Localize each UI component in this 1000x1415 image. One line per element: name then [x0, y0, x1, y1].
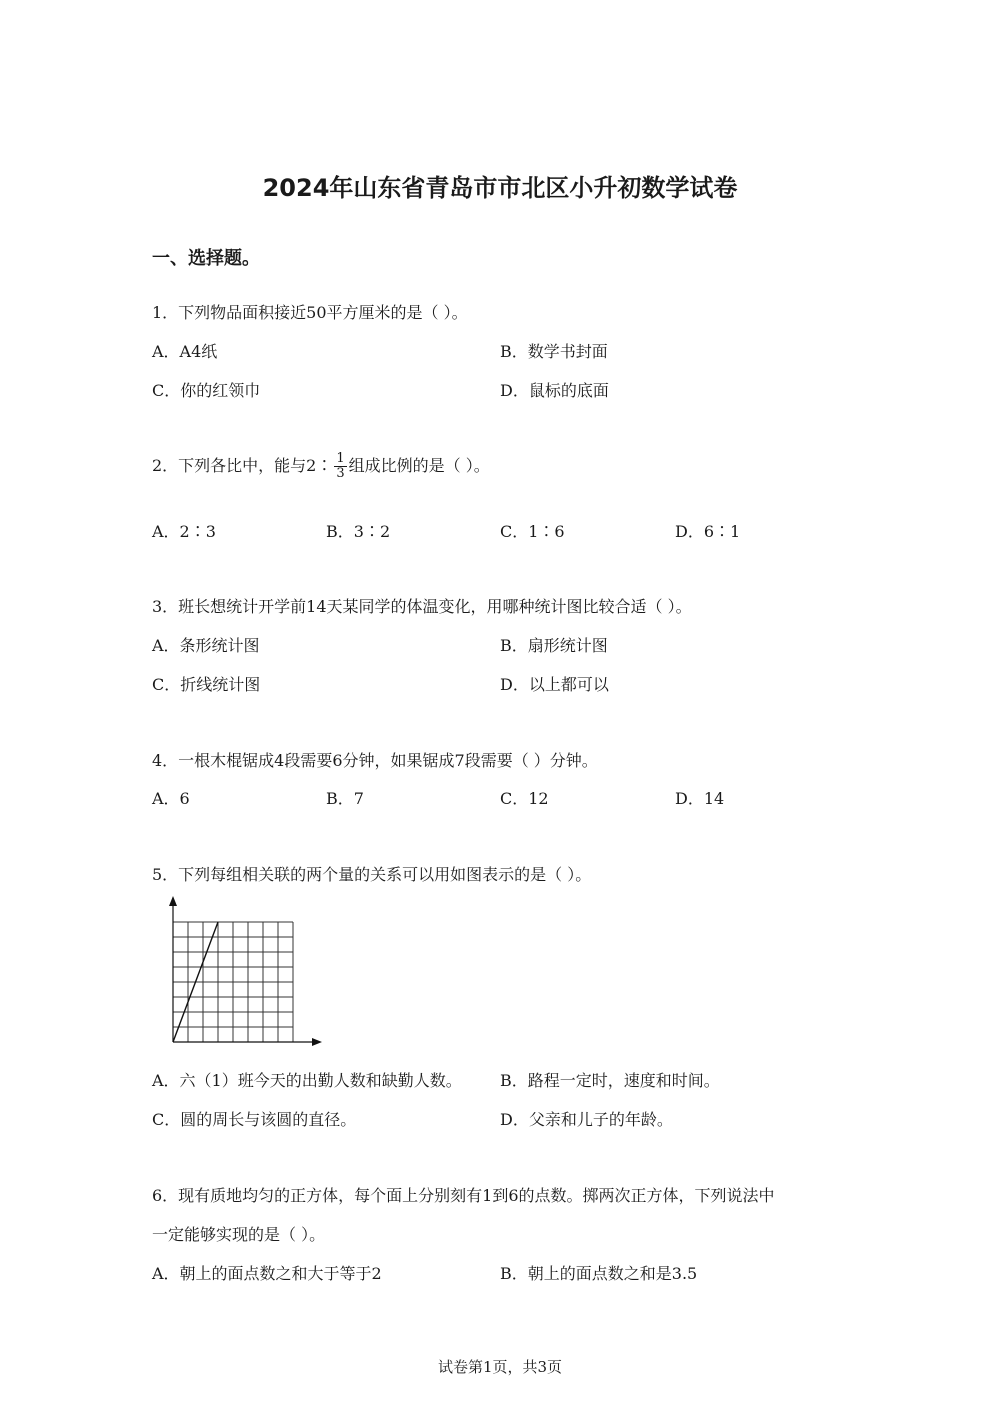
question-5-stem: 5．下列每组相关联的两个量的关系可以用如图表示的是（ ）。: [152, 865, 592, 884]
question-1-option-a: A．A4纸: [152, 342, 218, 361]
question-4-option-a: A．6: [152, 789, 190, 808]
question-2-option-c: C．1∶6: [500, 522, 565, 541]
question-5-option-a: A．六（1）班今天的出勤人数和缺勤人数。: [152, 1071, 462, 1090]
question-1-stem: 1．下列物品面积接近50平方厘米的是（ ）。: [152, 303, 468, 322]
question-6-option-a: A．朝上的面点数之和大于等于2: [152, 1264, 382, 1283]
question-4-option-d: D．14: [675, 789, 725, 808]
question-5-option-c: C．圆的周长与该圆的直径。: [152, 1110, 357, 1129]
question-6-stem-line-1: 6．现有质地均匀的正方体，每个面上分别刻有1到6的点数。掷两次正方体，下列说法中: [152, 1186, 775, 1205]
section-heading: 一、选择题。: [152, 248, 260, 269]
question-2-option-d: D．6∶1: [675, 522, 741, 541]
fraction-denominator: 3: [336, 466, 345, 481]
question-4-option-c: C．12: [500, 789, 549, 808]
question-1-option-b: B．数学书封面: [500, 342, 608, 361]
question-2-stem-before: 2．下列各比中，能与2∶: [152, 456, 333, 475]
question-3-option-b: B．扇形统计图: [500, 636, 608, 655]
question-2-option-b: B．3∶2: [326, 522, 391, 541]
question-3-option-d: D．以上都可以: [500, 675, 609, 694]
question-5-option-d: D．父亲和儿子的年龄。: [500, 1110, 673, 1129]
fraction-numerator: 1: [336, 451, 345, 466]
fraction: [334, 452, 346, 481]
question-2-option-a: A．2∶3: [152, 522, 216, 541]
question-2-stem-after: 组成比例的是（ ）。: [348, 456, 490, 475]
question-4-option-b: B．7: [326, 789, 364, 808]
proportion-graph: [160, 893, 330, 1053]
x-axis-arrow-icon: [312, 1038, 322, 1046]
question-1-option-c: C．你的红领巾: [152, 381, 261, 400]
question-3-option-c: C．折线统计图: [152, 675, 261, 694]
question-6-stem-line-2: 一定能够实现的是（ ）。: [152, 1225, 326, 1244]
page-footer: 试卷第1页，共3页: [437, 1358, 563, 1376]
y-axis-arrow-icon: [169, 896, 177, 906]
question-3-stem: 3．班长想统计开学前14天某同学的体温变化，用哪种统计图比较合适（ ）。: [152, 597, 692, 616]
question-1-option-d: D．鼠标的底面: [500, 381, 609, 400]
question-6-option-b: B．朝上的面点数之和是3.5: [500, 1264, 698, 1283]
question-4-stem: 4．一根木棍锯成4段需要6分钟，如果锯成7段需要（ ）分钟。: [152, 751, 598, 770]
exam-title: 2024年山东省青岛市市北区小升初数学试卷: [262, 174, 738, 202]
question-5-option-b: B．路程一定时，速度和时间。: [500, 1071, 720, 1090]
graph-grid: [173, 922, 293, 1042]
question-3-option-a: A．条形统计图: [152, 636, 260, 655]
question-2-stem: [152, 452, 490, 481]
